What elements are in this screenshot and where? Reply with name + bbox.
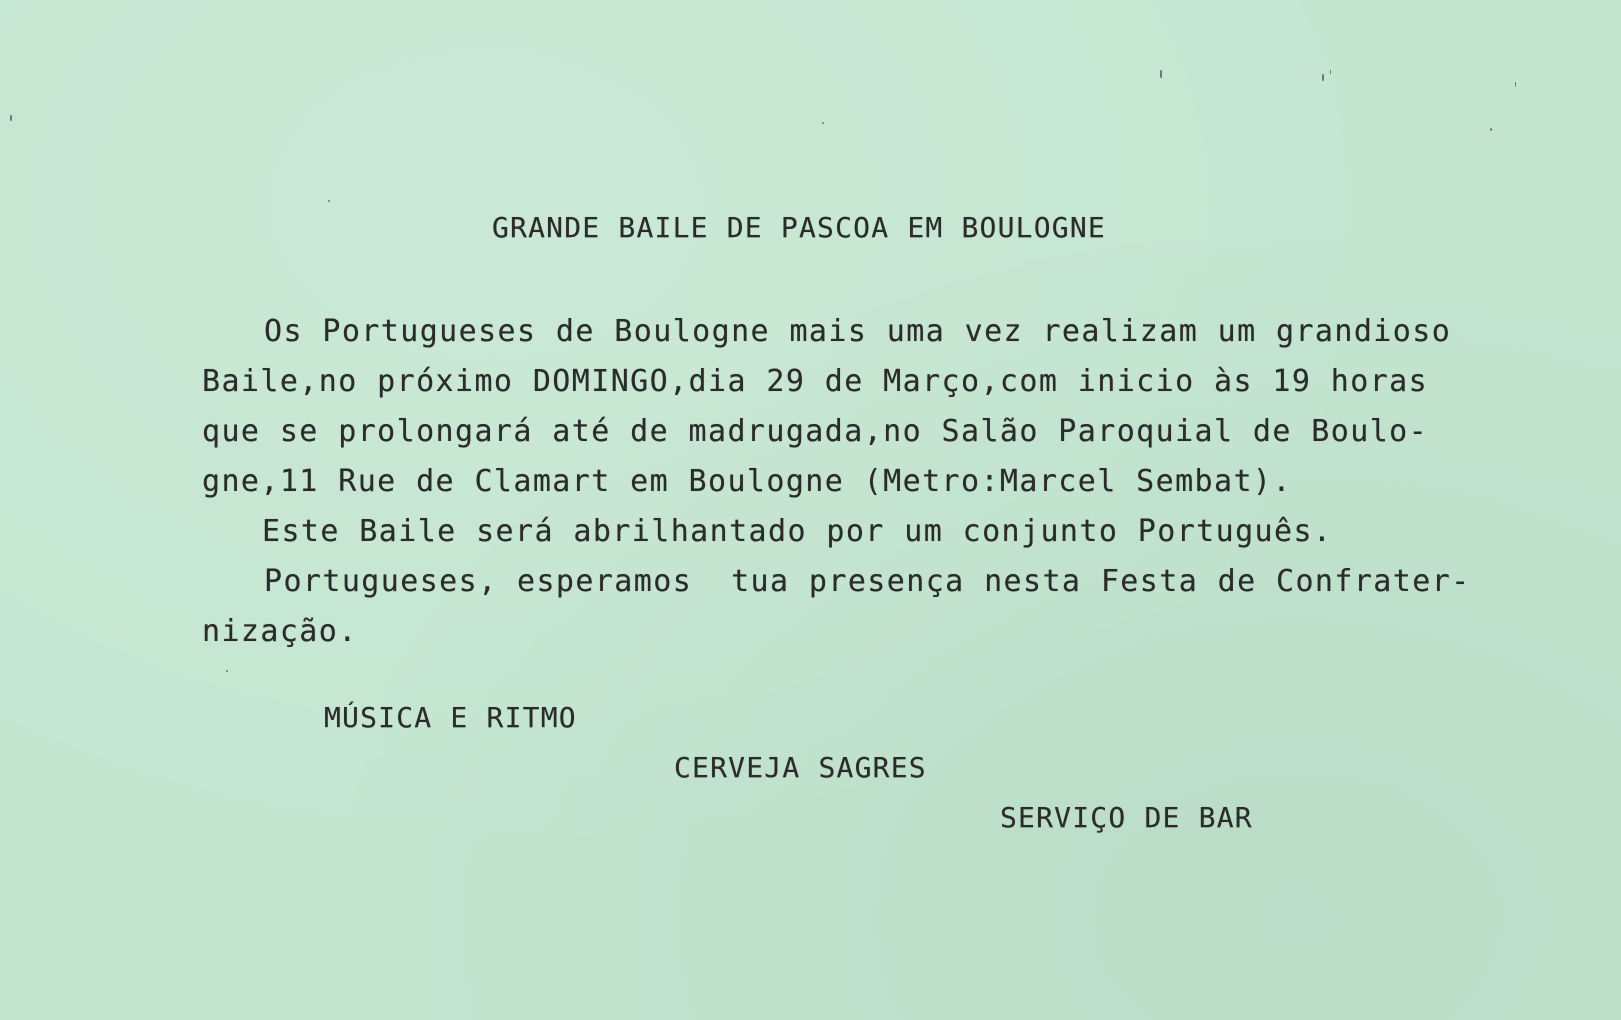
flyer-title: GRANDE BAILE DE PASCOA EM BOULOGNE <box>492 211 1106 244</box>
body-line-7: nização. <box>202 614 358 649</box>
feature-bar: SERVIÇO DE BAR <box>1000 801 1253 834</box>
body-line-2: Baile,no próximo DOMINGO,dia 29 de Março,com inicio às 19 horas <box>202 364 1429 399</box>
paper-speck <box>226 670 228 672</box>
body-line-3: que se prolongará até de madrugada,no Salão Paroquial de Boulo- <box>202 414 1429 449</box>
body-line-6: Portugueses, esperamos tua presença nesta Festa de Confrater- <box>264 564 1471 599</box>
paper-speck <box>822 122 824 124</box>
feature-music: MÚSICA E RITMO <box>324 701 577 734</box>
feature-beer: CERVEJA SAGRES <box>674 751 927 784</box>
body-line-5: Este Baile será abrilhantado por um conjunto Português. <box>262 514 1333 549</box>
paper-speck <box>1330 70 1331 74</box>
paper-speck <box>1160 70 1162 78</box>
paper-speck <box>328 200 330 202</box>
paper-speck <box>1490 128 1492 131</box>
body-line-1: Os Portugueses de Boulogne mais uma vez realizam um grandioso <box>264 314 1452 349</box>
paper-speck <box>10 115 12 121</box>
paper-speck <box>1322 74 1324 81</box>
body-line-4: gne,11 Rue de Clamart em Boulogne (Metro:Marcel Sembat). <box>202 464 1292 499</box>
paper-speck <box>1515 82 1516 87</box>
